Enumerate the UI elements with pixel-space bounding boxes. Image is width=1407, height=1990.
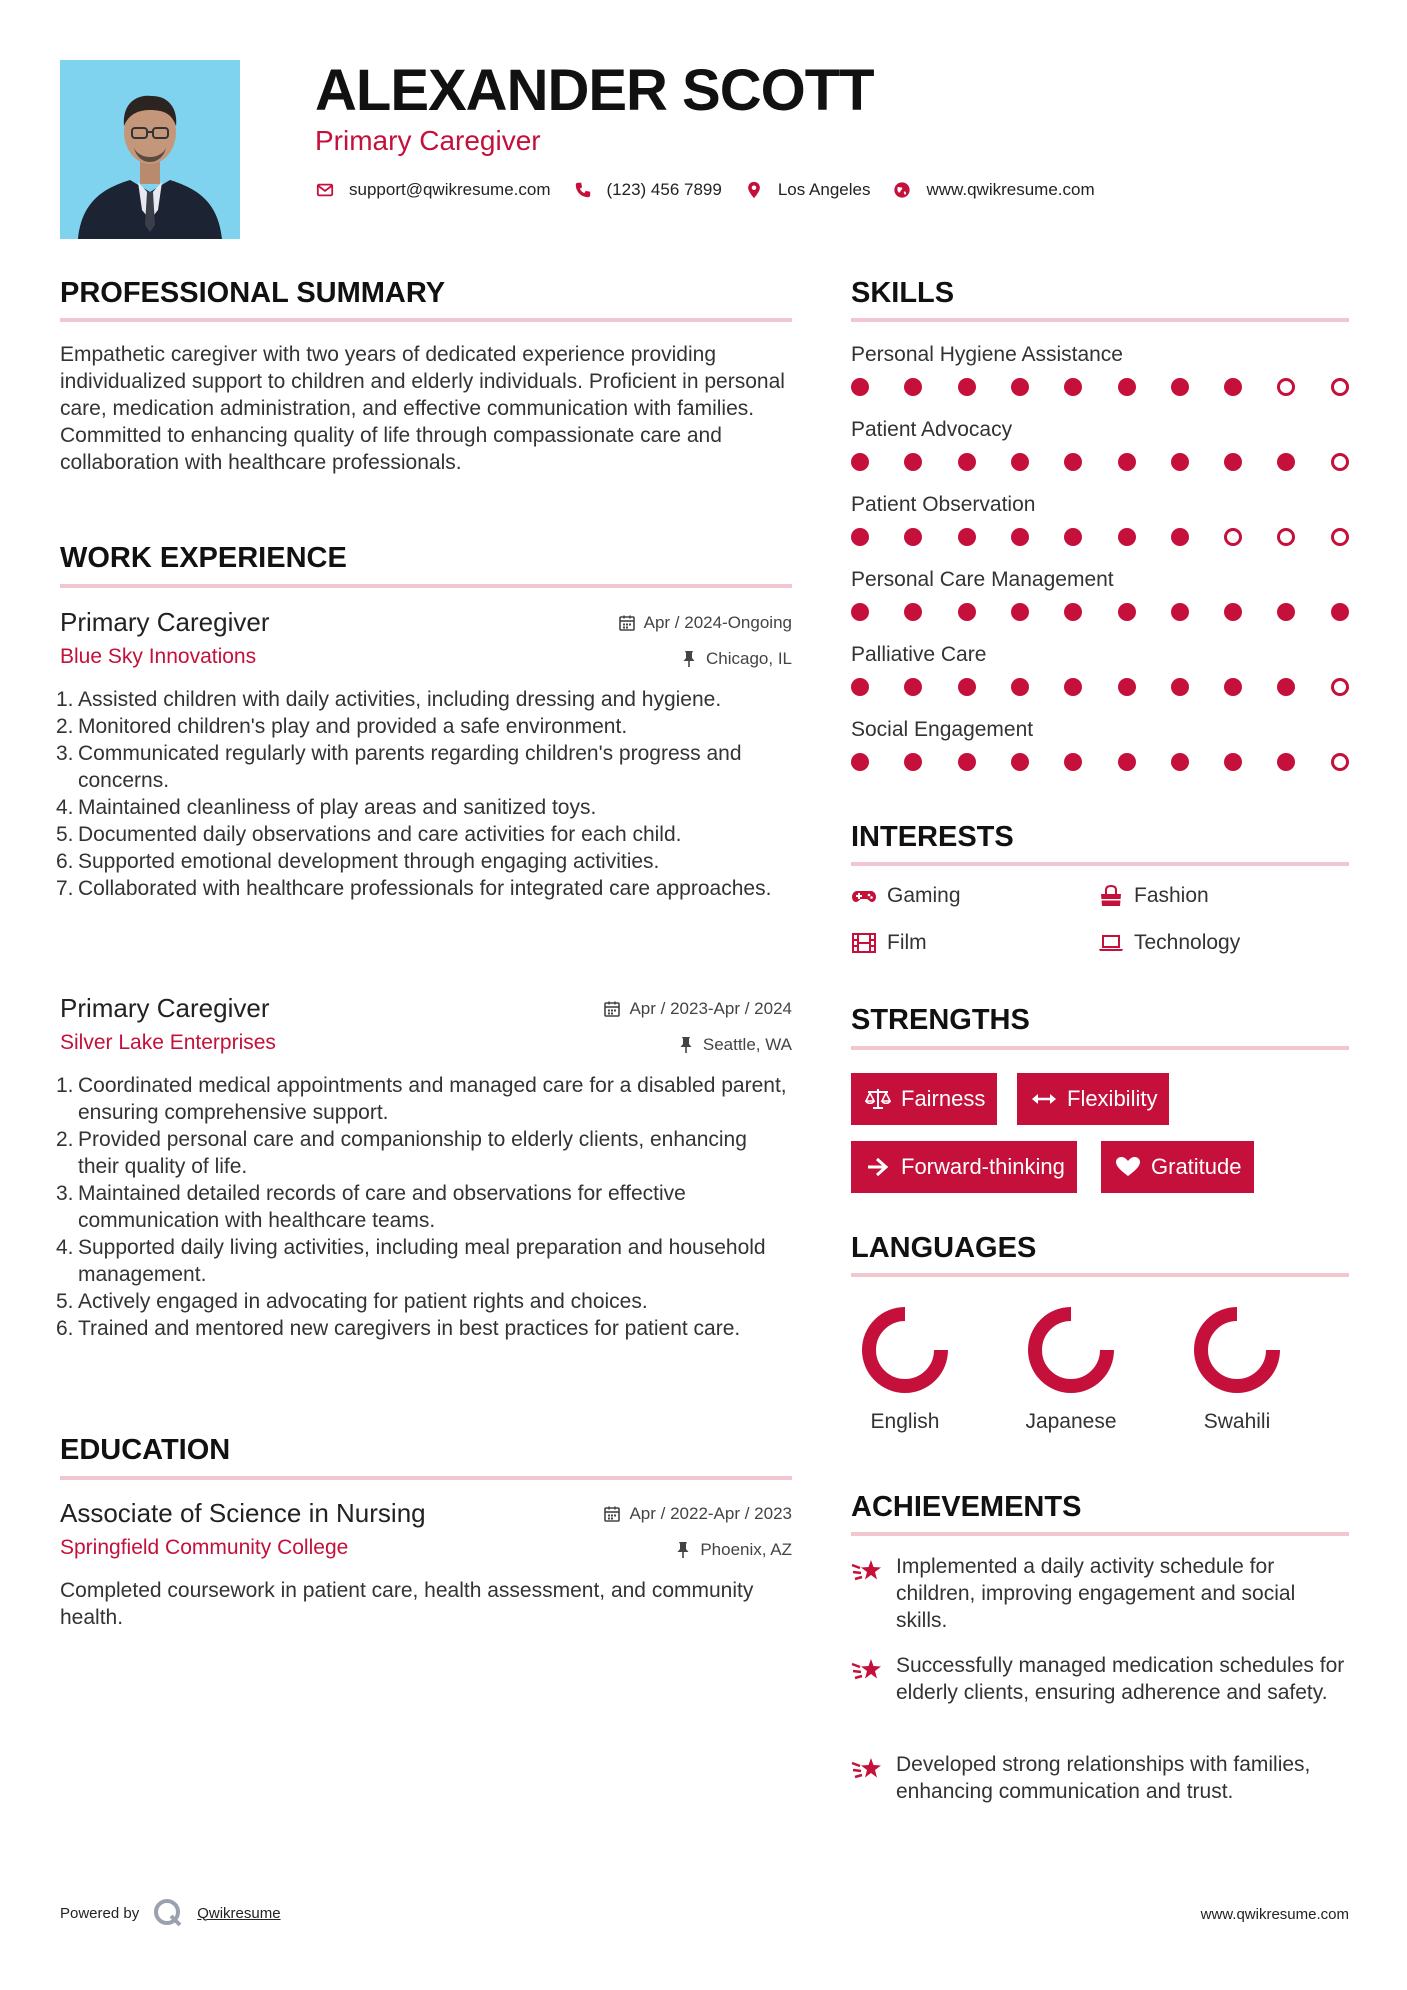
skill-name: Patient Advocacy [851, 418, 1013, 441]
strengths-divider [851, 1046, 1349, 1050]
laptop-icon [1098, 931, 1124, 955]
interest-item [1098, 882, 1209, 910]
education-heading: EDUCATION [60, 1434, 231, 1466]
heart-icon [1115, 1155, 1141, 1179]
skill-dot-filled [1064, 378, 1082, 396]
skill-name: Personal Hygiene Assistance [851, 343, 1123, 366]
language-item [1162, 1300, 1312, 1445]
skill-name: Patient Observation [851, 493, 1036, 516]
job-bullets [56, 686, 792, 902]
education-divider [60, 1476, 792, 1480]
job-bullets [56, 1072, 792, 1342]
skill-dot-filled [1118, 603, 1136, 621]
skill-dot-filled [1224, 378, 1242, 396]
candidate-name: ALEXANDER SCOTT [315, 58, 874, 123]
job-date [603, 998, 792, 1020]
arrow-right-icon [865, 1155, 891, 1179]
list-item: 5. Documented daily observations and care activities for each child. [56, 823, 682, 846]
language-level-ring [855, 1300, 955, 1400]
interests-divider [851, 862, 1349, 866]
skill-dot-filled [1118, 678, 1136, 696]
candidate-role: Primary Caregiver [315, 125, 541, 156]
skill-dot-filled [958, 528, 976, 546]
education-description: Completed coursework in patient care, health assessment, and community health. [60, 1579, 754, 1629]
languages-divider [851, 1273, 1349, 1277]
language-item [830, 1300, 980, 1445]
achievement-item [851, 1553, 1349, 1643]
experience-heading: WORK EXPERIENCE [60, 542, 347, 574]
skill-dot-filled [1064, 603, 1082, 621]
skill-dot-empty [1331, 378, 1349, 396]
experience-divider [60, 584, 792, 588]
strength-label: Forward-thinking [901, 1154, 1065, 1179]
language-name: English [870, 1410, 940, 1433]
powered-by-label: Powered by [60, 1904, 140, 1922]
education-degree: Associate of Science in Nursing [60, 1498, 426, 1528]
contact-phone-text: (123) 456 7899 [606, 180, 722, 199]
skill-dot-filled [1064, 678, 1082, 696]
skill-dot-filled [851, 678, 869, 696]
contact-location [744, 180, 871, 200]
education-school: Springfield Community College [60, 1536, 349, 1559]
strength-label: Fairness [901, 1086, 986, 1111]
contact-email[interactable] [315, 180, 551, 200]
skills-heading: SKILLS [851, 277, 955, 309]
summary-divider [60, 318, 792, 322]
skill-dot-filled [958, 378, 976, 396]
skill-dot-filled [1011, 378, 1029, 396]
skill-dot-empty [1277, 378, 1295, 396]
job-location-text: Chicago, IL [706, 649, 792, 668]
list-item: 6. Supported emotional development through engaging activities. [56, 850, 660, 873]
list-item: 1. Assisted children with daily activities, including dressing and hygiene. [56, 688, 722, 711]
envelope-icon [315, 180, 335, 200]
skill-dot-filled [958, 603, 976, 621]
shooting-star-icon [851, 1557, 883, 1585]
skill-dot-filled [904, 678, 922, 696]
skill-row [851, 642, 1349, 702]
skill-name: Palliative Care [851, 643, 987, 666]
skill-dot-filled [904, 528, 922, 546]
job-date [618, 612, 792, 634]
job-entry [56, 992, 792, 1392]
skill-dot-filled [851, 528, 869, 546]
summary-heading: PROFESSIONAL SUMMARY [60, 277, 446, 309]
job-location [680, 648, 792, 670]
skill-dot-filled [851, 453, 869, 471]
skill-dot-filled [1171, 378, 1189, 396]
skill-dot-filled [1224, 603, 1242, 621]
skill-name: Personal Care Management [851, 568, 1114, 591]
interest-label: Technology [1134, 931, 1241, 954]
language-level-ring [1021, 1300, 1121, 1400]
skill-dot-filled [904, 753, 922, 771]
skill-dot-filled [1171, 453, 1189, 471]
skill-level-dots [851, 378, 1349, 398]
skill-dot-filled [1011, 678, 1029, 696]
calendar-icon [618, 614, 636, 632]
strength-tag [1101, 1141, 1254, 1193]
achievement-text: Developed strong relationships with families, enhancing communication and trust. [896, 1753, 1311, 1803]
achievements-divider [851, 1532, 1349, 1536]
skill-dot-filled [1277, 678, 1295, 696]
map-pin-icon [744, 180, 764, 200]
list-item: 2. Monitored children's play and provided a safe environment. [56, 715, 628, 738]
skill-dot-filled [904, 603, 922, 621]
skill-dot-filled [1064, 528, 1082, 546]
arrows-horizontal-icon [1031, 1087, 1057, 1111]
list-item: 3. Communicated regularly with parents regarding children's progress and concerns. [56, 742, 742, 792]
skill-dot-filled [1118, 753, 1136, 771]
skill-row [851, 492, 1349, 552]
list-item: 4. Supported daily living activities, including meal preparation and household management. [56, 1236, 766, 1286]
list-item: 1. Coordinated medical appointments and managed care for a disabled parent, ensuring comprehensive support. [56, 1074, 787, 1124]
skill-dot-empty [1224, 528, 1242, 546]
contact-location-text: Los Angeles [777, 180, 871, 199]
film-icon [851, 931, 877, 955]
contact-website-text: www.qwikresume.com [926, 180, 1095, 199]
skill-dot-empty [1331, 678, 1349, 696]
language-name: Swahili [1203, 1410, 1271, 1433]
education-entry [60, 1497, 792, 1637]
skill-dot-filled [1118, 528, 1136, 546]
education-location [674, 1539, 792, 1561]
calendar-icon [603, 1505, 621, 1523]
job-company: Silver Lake Enterprises [60, 1031, 276, 1054]
shopping-bag-icon [1098, 884, 1124, 908]
strength-tag [1017, 1073, 1169, 1125]
strength-label: Flexibility [1067, 1086, 1158, 1111]
calendar-icon [603, 1000, 621, 1018]
skill-level-dots [851, 678, 1349, 698]
gamepad-icon [851, 884, 877, 908]
phone-icon [573, 180, 593, 200]
skill-dot-filled [1118, 378, 1136, 396]
interest-label: Fashion [1134, 884, 1209, 907]
footer-website[interactable]: www.qwikresume.com [1200, 1906, 1349, 1923]
job-company: Blue Sky Innovations [60, 645, 257, 668]
skill-dot-empty [1277, 528, 1295, 546]
summary-text: Empathetic caregiver with two years of dedicated experience providing individualized support to children and elderly individuals. Proficient in personal care, medication administration, and effective communication with families. Committed to enhancing quality of life through compassionate care and collaboration with healthcare professionals. [60, 343, 785, 474]
skill-dot-filled [1224, 753, 1242, 771]
pushpin-icon [680, 650, 698, 668]
skill-row [851, 567, 1349, 627]
skill-dot-filled [1064, 753, 1082, 771]
languages-heading: LANGUAGES [851, 1232, 1037, 1264]
language-name: Japanese [1025, 1410, 1117, 1433]
skills-divider [851, 318, 1349, 322]
skill-dot-filled [1171, 753, 1189, 771]
achievements-heading: ACHIEVEMENTS [851, 1491, 1082, 1523]
strength-tag [851, 1141, 1077, 1193]
interest-label: Gaming [887, 884, 961, 907]
qwikresume-link[interactable]: Qwikresume [197, 1904, 281, 1922]
job-title: Primary Caregiver [60, 993, 270, 1023]
achievement-text: Successfully managed medication schedules for elderly clients, ensuring adherence and safety. [896, 1654, 1345, 1704]
contact-website[interactable] [892, 180, 1094, 200]
list-item: 3. Maintained detailed records of care and observations for effective communication with healthcare teams. [56, 1182, 686, 1232]
skill-row [851, 417, 1349, 477]
skill-level-dots [851, 603, 1349, 623]
skill-dot-filled [1277, 453, 1295, 471]
job-date-text: Apr / 2024-Ongoing [643, 613, 792, 632]
education-date [603, 1503, 792, 1525]
skill-dot-empty [1331, 753, 1349, 771]
interest-item [1098, 929, 1240, 957]
list-item: 4. Maintained cleanliness of play areas and sanitized toys. [56, 796, 597, 819]
skill-dot-filled [1171, 603, 1189, 621]
skill-dot-filled [851, 753, 869, 771]
pushpin-icon [677, 1036, 695, 1054]
skill-dot-filled [851, 378, 869, 396]
skill-level-dots [851, 453, 1349, 473]
skill-dot-filled [1064, 453, 1082, 471]
education-location-text: Phoenix, AZ [700, 1540, 792, 1559]
skill-dot-filled [851, 603, 869, 621]
skill-dot-filled [1011, 528, 1029, 546]
profile-photo [60, 60, 240, 239]
job-title: Primary Caregiver [60, 607, 270, 637]
pushpin-icon [674, 1541, 692, 1559]
skill-dot-filled [1277, 753, 1295, 771]
contact-phone[interactable] [573, 180, 722, 200]
interest-item [851, 929, 927, 957]
skill-row [851, 342, 1349, 402]
achievement-item [851, 1751, 1349, 1841]
skill-dot-empty [1331, 528, 1349, 546]
contact-email-text: support@qwikresume.com [349, 180, 551, 199]
skill-level-dots [851, 528, 1349, 548]
skill-dot-filled [1171, 528, 1189, 546]
skill-dot-filled [1331, 603, 1349, 621]
skill-dot-filled [1277, 603, 1295, 621]
skill-dot-filled [1171, 678, 1189, 696]
education-date-text: Apr / 2022-Apr / 2023 [629, 1504, 792, 1523]
interests-heading: INTERESTS [851, 821, 1014, 853]
list-item: 7. Collaborated with healthcare professionals for integrated care approaches. [56, 877, 772, 900]
skill-dot-filled [1011, 453, 1029, 471]
strengths-heading: STRENGTHS [851, 1004, 1030, 1036]
skill-level-dots [851, 753, 1349, 773]
skill-dot-filled [1011, 753, 1029, 771]
skill-dot-filled [1224, 678, 1242, 696]
strength-tag [851, 1073, 997, 1125]
job-location-text: Seattle, WA [702, 1035, 792, 1054]
skill-dot-filled [904, 378, 922, 396]
skill-dot-filled [958, 453, 976, 471]
interest-item [851, 882, 961, 910]
skill-dot-filled [1118, 453, 1136, 471]
language-item [996, 1300, 1146, 1445]
footer-powered-by [60, 1898, 281, 1928]
job-location [677, 1034, 792, 1056]
skill-dot-empty [1331, 453, 1349, 471]
job-date-text: Apr / 2023-Apr / 2024 [629, 999, 792, 1018]
skill-dot-filled [958, 753, 976, 771]
skill-row [851, 717, 1349, 777]
list-item: 2. Provided personal care and companionship to elderly clients, enhancing their quality of life. [56, 1128, 747, 1178]
contact-bar [315, 178, 1117, 202]
qwikresume-logo-icon [153, 1898, 183, 1928]
skill-dot-filled [1011, 603, 1029, 621]
scales-icon [865, 1087, 891, 1111]
interest-label: Film [887, 931, 927, 954]
skill-name: Social Engagement [851, 718, 1034, 741]
skill-dot-filled [904, 453, 922, 471]
achievement-item [851, 1652, 1349, 1742]
language-level-ring [1187, 1300, 1287, 1400]
list-item: 5. Actively engaged in advocating for patient rights and choices. [56, 1290, 648, 1313]
job-entry [56, 606, 792, 966]
list-item: 6. Trained and mentored new caregivers in best practices for patient care. [56, 1317, 741, 1340]
shooting-star-icon [851, 1755, 883, 1783]
globe-icon [892, 180, 912, 200]
strength-label: Gratitude [1151, 1154, 1242, 1179]
skill-dot-filled [1224, 453, 1242, 471]
achievement-text: Implemented a daily activity schedule for children, improving engagement and social skills. [896, 1555, 1296, 1632]
shooting-star-icon [851, 1656, 883, 1684]
skill-dot-filled [958, 678, 976, 696]
